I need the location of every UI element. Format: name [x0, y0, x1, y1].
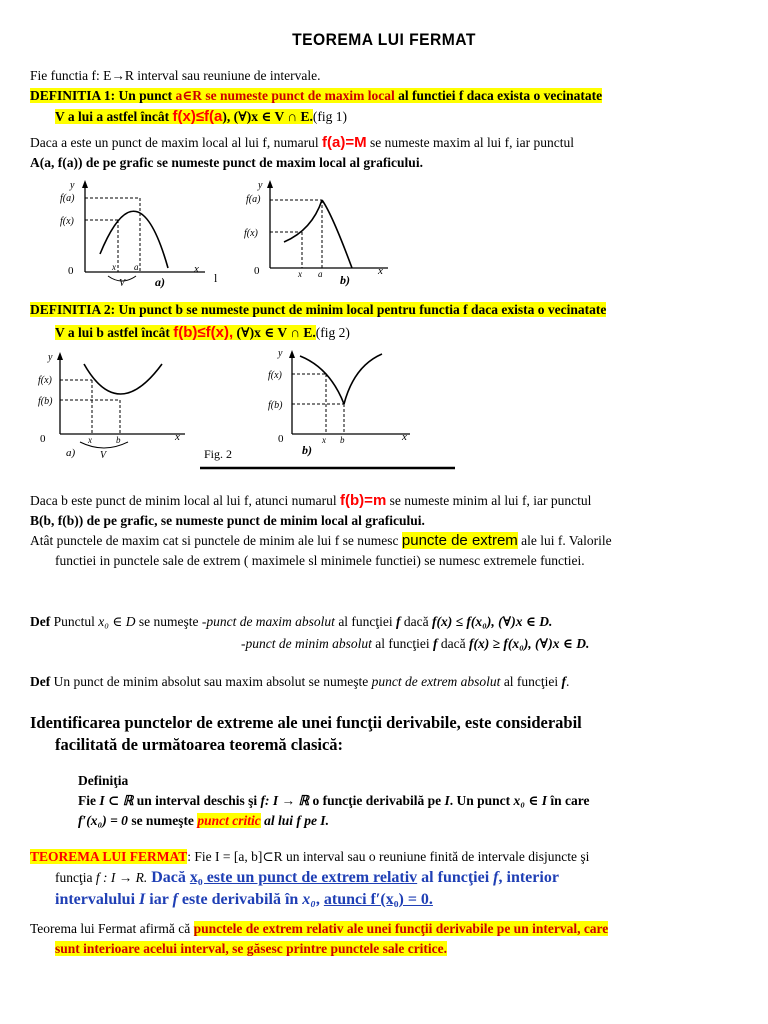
- def-abs-line1: Def Punctul x₀ ∈ D se numeşte -punct de maxim absolut al funcţiei f dacă f(x) ≤ f(x₀), (∀)x ∈ D.: [30, 614, 553, 629]
- fig1b: [244, 180, 388, 287]
- fig2b-x-axis: x: [402, 431, 407, 443]
- def2-line2: V a lui b astfel încât f(b)≤f(x), (∀)x ∈ V ∩ E.(fig 2): [55, 324, 350, 341]
- min-text-line3: Atât punctele de maxim cat si punctele de minim ale lui f se numesc puncte de extrem ale lui f. Valorile: [30, 532, 612, 549]
- min-abs-term: -punct de minim absolut: [241, 636, 372, 651]
- fig1b-caption: b): [340, 273, 350, 287]
- fig1a-x-tick: x: [112, 262, 116, 272]
- fig2b-y-label: y: [278, 348, 283, 359]
- fig1-separator: l: [214, 271, 218, 285]
- closing-line2: [55, 940, 447, 958]
- fig1b-x-axis: x: [378, 265, 383, 277]
- max-abs-term: -punct de maxim absolut: [201, 614, 335, 629]
- fig2-label: Fig. 2: [204, 447, 233, 461]
- figure-1: [0, 176, 768, 296]
- fig2a-y-label: y: [48, 352, 53, 363]
- def-abs-label: Def: [30, 614, 51, 629]
- fig2a-v-label: V: [100, 450, 107, 461]
- definitia-heading: Definiţia: [78, 773, 129, 788]
- min-value: f(b)=m: [340, 492, 387, 509]
- fig1b-origin: 0: [254, 265, 260, 277]
- def2-line1: DEFINITIA 2: Un punct b se numeste punct de minim local pentru functia f daca exista o vecinatate: [30, 302, 607, 317]
- def1-inequality: f(x)≤f(a: [172, 108, 223, 125]
- fig2b: [268, 348, 410, 457]
- min-text-line2: B(b, f(b)) de pe grafic, se numeste punct de minim local al graficului.: [30, 513, 425, 528]
- max-text-line2: A(a, f(a)) de pe grafic se numeste punct de maxim local al graficului.: [30, 155, 423, 170]
- fig2b-fx-label: f(x): [268, 370, 282, 381]
- fig1b-y-label: y: [258, 180, 263, 191]
- fermat-line3: intervalului I iar f este derivabilă în x₀, atunci f′(x₀) = 0.: [55, 891, 433, 908]
- extrem-term: puncte de extrem: [401, 532, 518, 549]
- punct-critic: punct critic: [197, 813, 261, 828]
- definitia-line1: Fie I ⊂ ℝ un interval deschis şi f: I → ℝ o funcţie derivabilă pe I. Un punct x₀ ∈ I în care: [78, 793, 590, 808]
- fig1a-x-axis: x: [194, 263, 199, 275]
- fig1b-x-tick: x: [298, 269, 302, 279]
- def2-label: DEFINITIA 2:: [30, 302, 116, 317]
- fig2a-origin: 0: [40, 433, 46, 445]
- ident-line1: Identificarea punctelor de extreme ale unei funcţii derivabile, este considerabil: [30, 713, 582, 732]
- fig1b-a-tick: a: [318, 269, 323, 279]
- ident-line2: facilitată de următoarea teoremă clasică:: [55, 735, 344, 754]
- def1-line1: DEFINITIA 1: Un punct a∈R se numeste punct de maxim local al functiei f daca exista o vecinatate: [30, 88, 603, 103]
- fig2b-b-tick: b: [340, 435, 345, 445]
- fig2a-b-tick: b: [116, 435, 121, 445]
- fermat-extrem-relativ: x₀ este un punct de extrem relativ: [189, 869, 418, 886]
- page-title: TEOREMA LUI FERMAT: [292, 30, 476, 49]
- fig2b-fb-label: f(b): [268, 400, 283, 411]
- closing-line1: Teorema lui Fermat afirmă că punctele de extrem relativ ale unei funcţii derivabile pe un interval, care: [30, 921, 609, 936]
- max-text-line1: Daca a este un punct de maxim local al lui f, numarul f(a)=M se numeste maxim al lui f, iar punctul: [30, 134, 574, 151]
- fig1a: [60, 180, 205, 289]
- closing-highlight-2: sunt interioare acelui interval, se găsesc printre punctele sale critice.: [55, 941, 448, 956]
- fig2a-x-axis: x: [175, 431, 180, 443]
- fig2a-fb-label: f(b): [38, 396, 53, 407]
- def1-label: DEFINITIA 1:: [30, 88, 116, 103]
- fig1a-y-label: y: [70, 180, 75, 191]
- closing-highlight-1: punctele de extrem relativ ale unei funcţii derivabile pe un interval, care: [193, 921, 609, 936]
- fig2a: [38, 352, 185, 461]
- fig2b-x-tick: x: [322, 435, 326, 445]
- def1-line2: V a lui a astfel încât f(x)≤f(a), (∀)x ∈ V ∩ E.(fig 1): [55, 108, 348, 125]
- fig1a-fx-label: f(x): [60, 216, 74, 227]
- intro-text: Fie functia f: E→R interval sau reuniune de intervale.: [30, 68, 321, 83]
- fermat-label: TEOREMA LUI FERMAT: [30, 849, 188, 864]
- min-text-line1: Daca b este punct de minim local al lui f, atunci numarul f(b)=m se numeste minim al lui f, iar punctul: [30, 492, 592, 509]
- fig1b-fx-label: f(x): [244, 228, 258, 239]
- fermat-line1: TEOREMA LUI FERMAT: Fie I = [a, b]⊂R un interval sau o reuniune finită de intervale disjuncte şi: [30, 849, 590, 864]
- fig2b-caption: b): [302, 443, 312, 457]
- fig2a-caption: a): [66, 447, 76, 459]
- fig2b-origin: 0: [278, 433, 284, 445]
- def2-inequality: f(b)≤f(x),: [173, 324, 234, 341]
- max-value: f(a)=M: [322, 134, 367, 151]
- def1-point: a∈R se numeste punct de maxim local: [175, 88, 395, 103]
- def-abs-line2: -punct de minim absolut al funcţiei f dacă f(x) ≥ f(x₀), (∀)x ∈ D.: [241, 636, 590, 651]
- figure-2: [0, 346, 768, 472]
- fermat-line2: funcţia f : I → R. Dacă x₀ este un punct de extrem relativ al funcţiei f, interior: [55, 869, 559, 886]
- fermat-conclusion: atunci f′(x₀) = 0.: [323, 891, 433, 908]
- fig2a-x-tick: x: [88, 435, 92, 445]
- fig1b-fa-label: f(a): [246, 194, 261, 205]
- fig1a-fa-label: f(a): [60, 193, 75, 204]
- fig1a-a-tick: a: [134, 262, 139, 272]
- fig1a-v-label: V: [119, 278, 126, 289]
- fig1a-caption: a): [155, 275, 165, 289]
- def-extrem-line: Def Un punct de minim absolut sau maxim absolut se numeşte punct de extrem absolut al funcţiei f.: [30, 674, 570, 689]
- fig1a-origin: 0: [68, 265, 74, 277]
- fig2a-fx-label: f(x): [38, 375, 52, 386]
- definitia-line2: f′(x₀) = 0 se numeşte punct critic al lui f pe I.: [78, 813, 329, 828]
- min-text-line4: functiei in punctele sale de extrem ( maximele sl minimele functiei) se numesc extremele functiei.: [55, 553, 585, 568]
